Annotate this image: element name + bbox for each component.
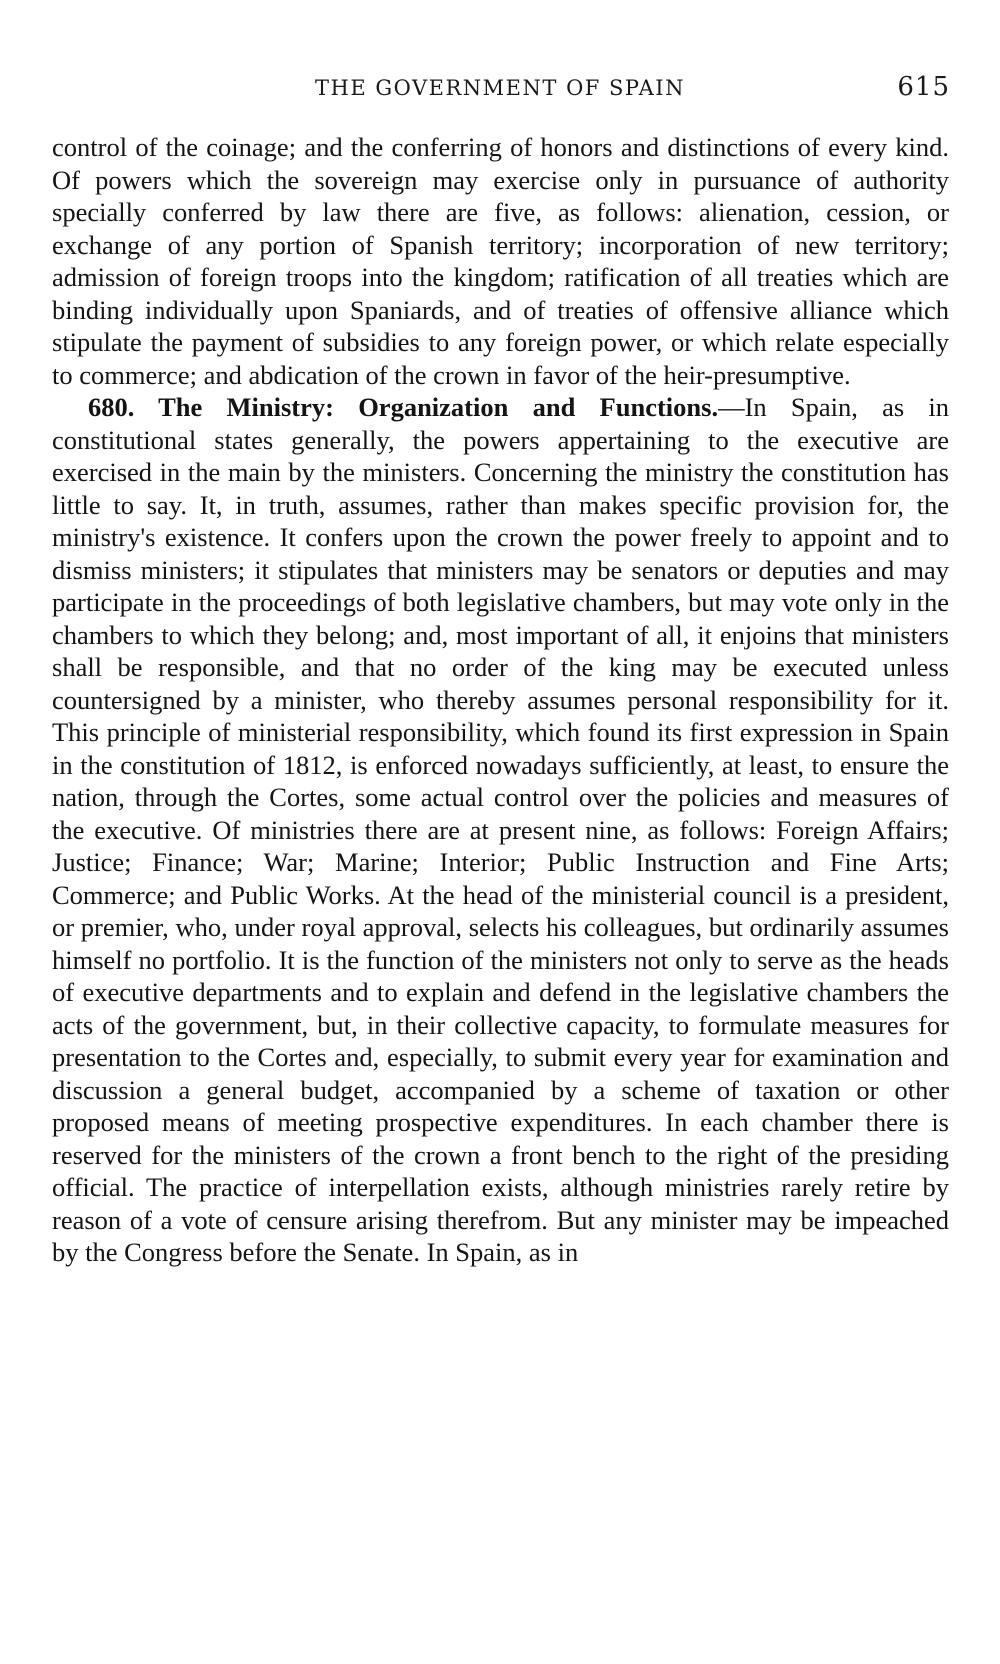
running-title: THE GOVERNMENT OF SPAIN: [315, 76, 685, 100]
section-heading: 680. The Ministry: Organization and Functions.: [88, 392, 719, 422]
body-text: [52, 131, 949, 1269]
section-body: —In Spain, as in constitutional states generally, the powers appertaining to the executive are exercised in the main by the ministers. Concerning the ministry the constitution has little to say. It, in truth, assumes, rather than makes specific provision for, the ministry's existence. It confers upon the crown the power freely to appoint and to dismiss ministers; it stipulates that ministers may be senators or deputies and may participate in the proceedings of both legislative chambers, but may vote only in the chambers to which they belong; and, most important of all, it enjoins that ministers shall be responsible, and that no order of the king may be executed unless countersigned by a minister, who thereby assumes personal responsibility for it. This principle of ministerial responsibility, which found its first expression in Spain in the constitution of 1812, is enforced nowadays sufficiently, at least, to ensure the nation, through the Cortes, some actual control over the policies and measures of the executive. Of ministries there are at present nine, as follows: Foreign Affairs; Justice; Finance; War; Marine; Interior; Public Instruction and Fine Arts; Commerce; and Public Works. At the head of the ministerial council is a president, or premier, who, under royal approval, selects his colleagues, but ordinarily assumes himself no portfolio. It is the function of the ministers not only to serve as the heads of executive departments and to explain and defend in the legislative chambers the acts of the government, but, in their collective capacity, to formulate measures for presentation to the Cortes and, especially, to submit every year for examination and discussion a general budget, accompanied by a scheme of taxation or other proposed means of meeting prospective expenditures. In each chamber there is reserved for the ministers of the crown a front bench to the right of the presiding official. The practice of interpellation exists, although ministries rarely retire by reason of a vote of censure arising therefrom. But any minister may be impeached by the Congress before the Senate. In Spain, as in: [52, 392, 950, 1267]
page-number: 615: [897, 72, 950, 102]
running-header: [50, 72, 950, 112]
paragraph-continuation: control of the coinage; and the conferring of honors and distinctions of every kind. Of powers which the sovereign may exercise only in pursuance of authority specially conferred by law there are five, as follows: alienation, cession, or exchange of any portion of Spanish territory; incorporation of new territory; admission of foreign troops into the kingdom; ratification of all treaties which are binding individually upon Spaniards, and of treaties of offensive alliance which stipulate the payment of subsidies to any foreign power, or which relate especially to commerce; and abdication of the crown in favor of the heir-presumptive.: [52, 132, 949, 390]
paragraph-section-680: [52, 391, 949, 1269]
